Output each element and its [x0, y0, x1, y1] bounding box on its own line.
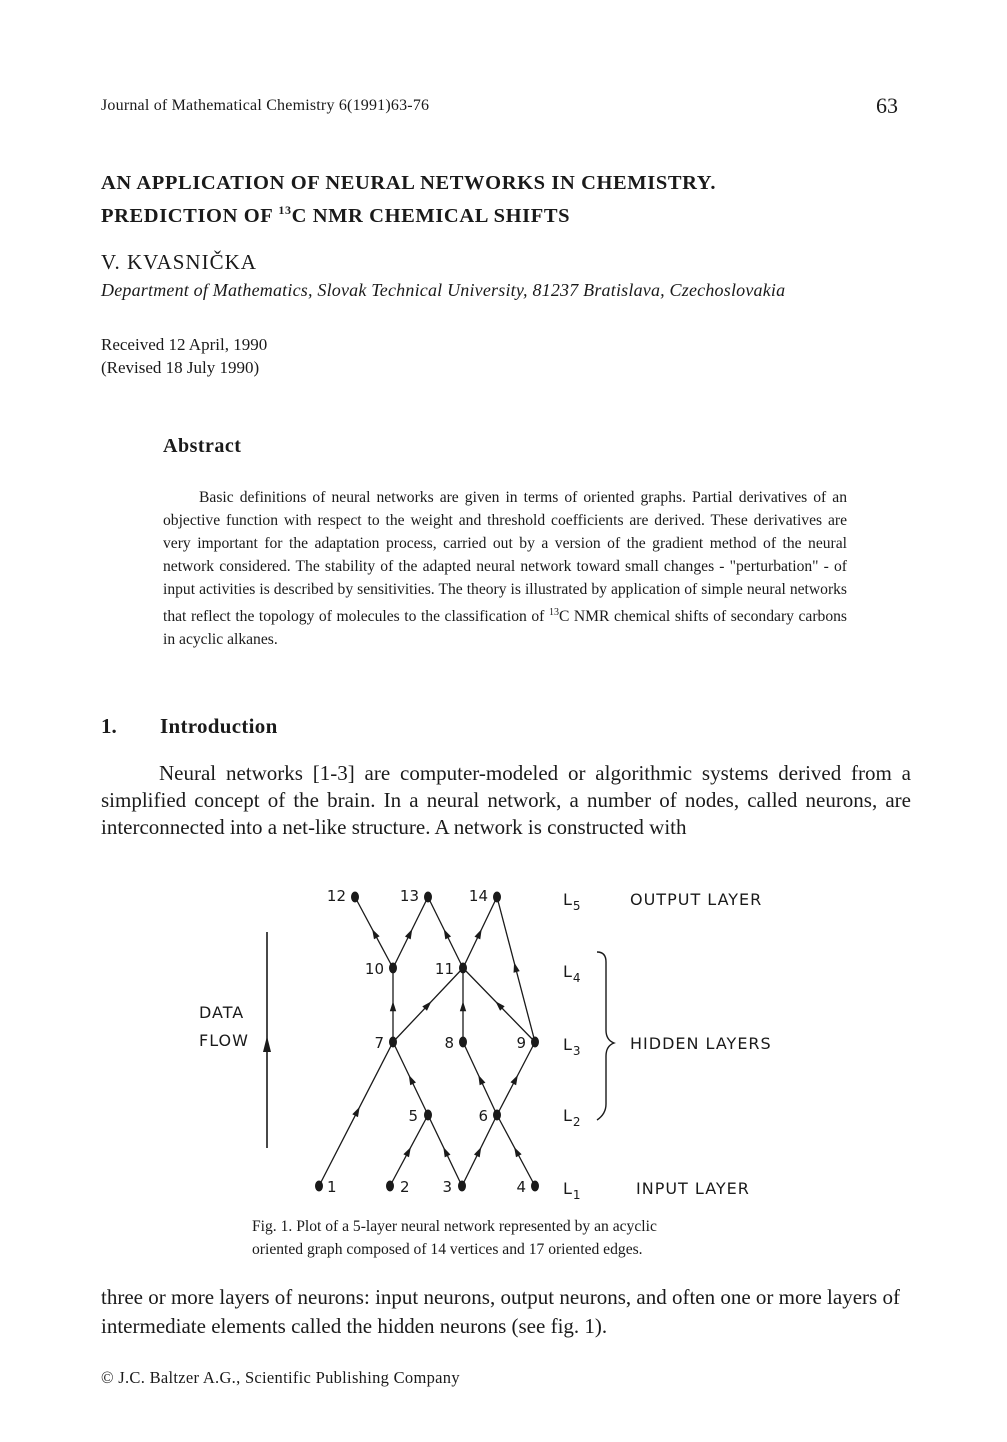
layer-label-L3: $L_3$: [563, 1035, 582, 1058]
edge-arrowhead-4-6: [514, 1147, 522, 1157]
edge-arrowhead-8-11: [460, 1001, 466, 1011]
edge-arrowhead-6-9: [510, 1075, 517, 1085]
vertex-label-1: 1: [327, 1178, 337, 1196]
title-line-2-suffix: C NMR CHEMICAL SHIFTS: [291, 204, 571, 227]
layer-label-L1: $L_1$: [563, 1179, 582, 1202]
vertex-4: [531, 1181, 539, 1192]
author-name: V. KVASNIČKA: [101, 250, 257, 274]
vertex-label-8: 8: [444, 1034, 454, 1052]
title-line-1: AN APPLICATION OF NEURAL NETWORKS IN CHEMISTRY.: [101, 172, 717, 194]
figure-caption: [252, 1215, 772, 1261]
intro-text-2: three or more layers of neurons: input neurons, output neurons, and often one or more layers of intermediate elements called the hidden neurons (see fig. 1).: [101, 1285, 900, 1338]
section-title: Introduction: [160, 714, 278, 738]
abstract-superscript: 13: [548, 607, 559, 618]
edge-arrowhead-7-10: [390, 1001, 396, 1011]
layer-labels: [563, 890, 772, 1202]
abstract-body: Basic definitions of neural networks are given in terms of oriented graphs. Partial derivatives of an objective function with respect to the weight and threshold coefficients are derived. These derivatives are very important for the adaptation process, carried out by a version of the gradient method of the neural network considered. The stability of the adapted neural network toward small changes - "perturbation" - of input activities is described by sensitivities. The theory is illustrated by application of simple neural networks that reflect the topology of molecules to the classification of: [163, 489, 847, 626]
graph-edges: [319, 897, 535, 1186]
vertex-7: [389, 1037, 397, 1048]
layer-label-L4: $L_4$: [563, 962, 582, 985]
abstract-body-end: C NMR chemical shifts of secondary carbons in acyclic alkanes.: [163, 608, 847, 649]
layer-description-1: OUTPUT LAYER: [630, 890, 763, 909]
edge-arrowhead-9-14: [514, 962, 520, 972]
vertex-label-12: 12: [326, 887, 346, 905]
vertex-8: [459, 1037, 467, 1048]
vertex-label-3: 3: [442, 1178, 452, 1196]
intro-paragraph-2: [101, 1283, 911, 1341]
vertex-label-2: 2: [400, 1178, 410, 1196]
data-flow-arrowhead: [263, 1036, 271, 1052]
edge-arrowhead-10-13: [405, 929, 412, 939]
layer-label-L2: $L_2$: [563, 1106, 582, 1129]
edge-arrowhead-11-14: [474, 929, 481, 939]
vertex-label-6: 6: [478, 1107, 488, 1125]
vertex-13: [424, 892, 432, 903]
edge-arrowhead-6-8: [478, 1075, 485, 1085]
edge-arrowhead-3-6: [474, 1147, 481, 1157]
received-date: Received 12 April, 1990: [101, 335, 268, 354]
title-line-2-prefix: PREDICTION OF: [101, 204, 279, 227]
graph-vertices: [315, 887, 539, 1196]
affiliation: Department of Mathematics, Slovak Technical University, 81237 Bratislava, Czechoslovakia: [101, 280, 786, 300]
vertex-label-13: 13: [399, 887, 419, 905]
layer-description-5: INPUT LAYER: [636, 1179, 750, 1198]
vertex-11: [459, 963, 467, 974]
caption-line-2: oriented graph composed of 14 vertices and 17 oriented edges.: [252, 1241, 643, 1258]
title-superscript: 13: [278, 203, 292, 217]
section-number: 1.: [101, 714, 117, 738]
edge-arrowhead-10-12: [372, 929, 380, 939]
vertex-10: [389, 963, 397, 974]
vertex-label-7: 7: [374, 1034, 384, 1052]
layer-description-3: HIDDEN LAYERS: [630, 1034, 772, 1053]
vertex-5: [424, 1110, 432, 1121]
data-flow-label-2: FLOW: [199, 1031, 249, 1050]
vertex-12: [351, 892, 359, 903]
vertex-label-5: 5: [408, 1107, 418, 1125]
vertex-9: [531, 1037, 539, 1048]
intro-text-1: Neural networks [1-3] are computer-modeled or algorithmic systems derived from a simplified concept of the brain. In a neural network, a number of nodes, called neurons, are interconnected into a net-like structure. A network is constructed with: [101, 761, 911, 839]
vertex-label-9: 9: [516, 1034, 526, 1052]
layer-label-L5: $L_5$: [563, 890, 582, 913]
vertex-2: [386, 1181, 394, 1192]
data-flow-label-1: DATA: [199, 1003, 245, 1022]
caption-line-1: Fig. 1. Plot of a 5-layer neural network represented by an acyclic: [252, 1218, 657, 1235]
edge-arrowhead-11-13: [444, 929, 451, 939]
journal-header: Journal of Mathematical Chemistry 6(1991)63-76: [101, 97, 430, 114]
vertex-6: [493, 1110, 501, 1121]
revised-date: (Revised 18 July 1990): [101, 358, 260, 377]
edge-arrowhead-5-7: [409, 1075, 416, 1085]
copyright-footer: © J.C. Baltzer A.G., Scientific Publishing Company: [101, 1368, 460, 1387]
vertex-label-11: 11: [434, 960, 454, 978]
vertex-label-14: 14: [468, 887, 488, 905]
page-number: 63: [876, 93, 898, 118]
vertex-label-10: 10: [364, 960, 384, 978]
vertex-label-4: 4: [516, 1178, 526, 1196]
vertex-14: [493, 892, 501, 903]
abstract-heading: Abstract: [163, 435, 242, 457]
edge-arrowhead-2-5: [403, 1147, 411, 1157]
vertex-3: [458, 1181, 466, 1192]
vertex-1: [315, 1181, 323, 1192]
edge-arrowhead-3-5: [443, 1147, 450, 1157]
edge-arrowhead-1-7: [352, 1107, 359, 1117]
hidden-layers-brace: [597, 952, 614, 1120]
